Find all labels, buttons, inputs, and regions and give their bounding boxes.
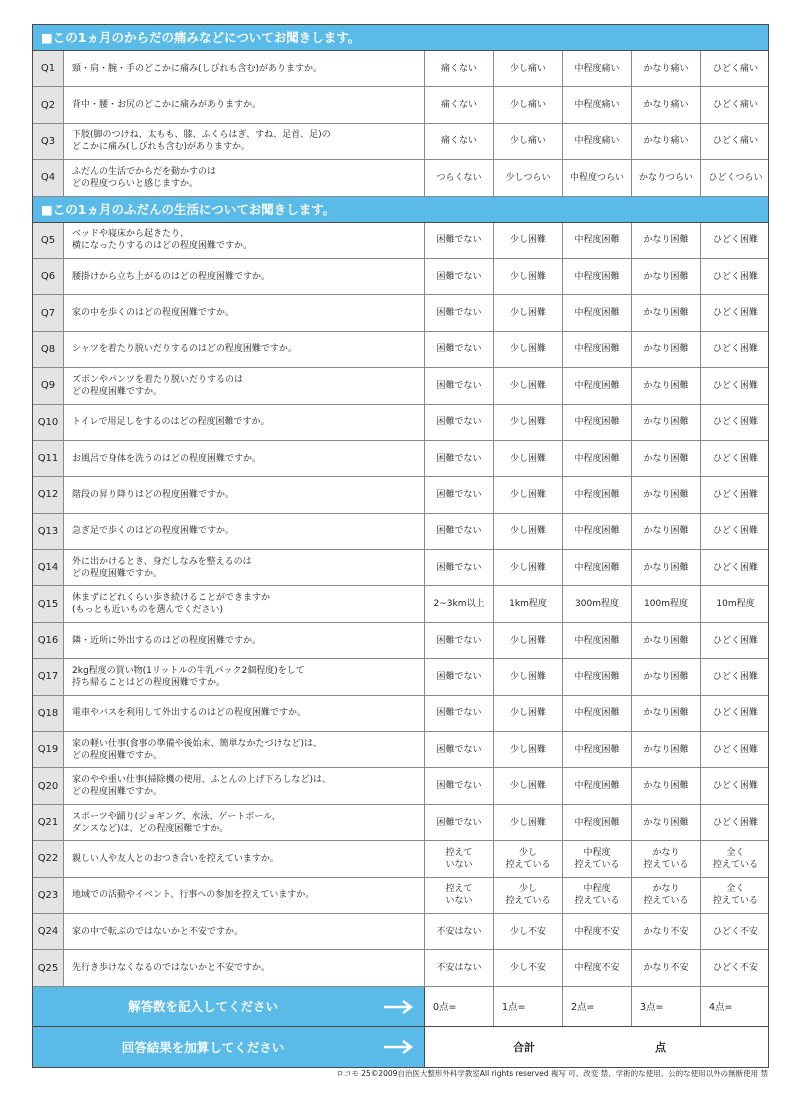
answer-option-3[interactable]: 中程度困難 — [563, 768, 632, 803]
question-text: 背中・腰・お尻のどこかに痛みがありますか。 — [64, 87, 425, 122]
answer-option-5[interactable]: ひどく困難 — [712, 744, 758, 755]
question-row — [33, 878, 768, 914]
answer-option-2[interactable]: 少し困難 — [494, 732, 563, 767]
answer-option-4[interactable]: かなり困難 — [632, 332, 701, 367]
answer-option-2[interactable]: 少し困難 — [494, 768, 563, 803]
answer-option-4[interactable]: かなり困難 — [632, 659, 701, 694]
right-arrow-icon — [383, 1000, 413, 1014]
answer-option-2[interactable]: 少し困難 — [494, 477, 563, 512]
answer-option-5[interactable]: ひどく痛い — [712, 100, 758, 111]
answer-option-2[interactable]: 少し困難 — [494, 441, 563, 476]
question-row — [33, 160, 768, 196]
question-row — [33, 768, 768, 804]
answer-option-4[interactable]: かなり痛い — [632, 51, 701, 86]
answer-option-2[interactable]: 少し困難 — [494, 259, 563, 294]
question-number: Q13 — [33, 514, 64, 549]
answer-option-2[interactable]: 少し困難 — [494, 550, 563, 585]
answer-option-1[interactable]: 困難でない — [425, 768, 494, 803]
answer-option-4[interactable]: かなり困難 — [632, 477, 701, 512]
question-number: Q6 — [33, 259, 64, 294]
question-number: Q10 — [33, 405, 64, 440]
answer-option-3[interactable]: 300m程度 — [563, 586, 632, 621]
answer-option-5[interactable]: 全く 控えている — [712, 847, 758, 870]
answer-option-5[interactable]: ひどく困難 — [712, 417, 758, 428]
question-number: Q24 — [33, 914, 64, 949]
answer-option-1[interactable]: 不安はない — [425, 914, 494, 949]
question-text: スポーツや踊り(ジョギング、水泳、ゲートボール、 ダンスなど)は、どの程度困難ですか。 — [64, 805, 425, 840]
answer-option-2[interactable]: 少し困難 — [494, 659, 563, 694]
answer-option-3[interactable]: 中程度困難 — [563, 696, 632, 731]
answer-option-4[interactable]: かなり不安 — [632, 950, 701, 985]
question-text: 親しい人や友人とのおつき合いを控えていますか。 — [64, 841, 425, 876]
question-text: トイレで用足しをするのはどの程度困難ですか。 — [64, 405, 425, 440]
question-text: 電車やバスを利用して外出するのはどの程度困難ですか。 — [64, 696, 425, 731]
answer-option-3[interactable]: 中程度困難 — [563, 659, 632, 694]
question-number: Q21 — [33, 805, 64, 840]
answer-option-3[interactable]: 中程度痛い — [563, 87, 632, 122]
answer-option-5[interactable]: 全く 控えている — [712, 884, 758, 907]
total-label-cell — [33, 1027, 425, 1067]
answer-option-1[interactable]: 困難でない — [425, 295, 494, 330]
answer-option-4[interactable]: かなり 控えている — [632, 878, 701, 913]
answer-count-label-cell — [33, 987, 425, 1026]
answer-option-1[interactable]: 困難でない — [425, 550, 494, 585]
answer-option-1[interactable]: 困難でない — [425, 368, 494, 403]
answer-option-2[interactable]: 少し困難 — [494, 223, 563, 258]
answer-option-5[interactable]: ひどくつらい — [708, 172, 763, 183]
answer-option-3[interactable]: 中程度困難 — [563, 514, 632, 549]
question-number: Q3 — [33, 124, 64, 159]
question-text: 急ぎ足で歩くのはどの程度困難ですか。 — [64, 514, 425, 549]
answer-option-4[interactable]: 100m程度 — [632, 586, 701, 621]
answer-option-1[interactable]: 困難でない — [425, 332, 494, 367]
question-number: Q16 — [33, 623, 64, 658]
answer-option-5[interactable]: 10m程度 — [716, 599, 755, 610]
answer-option-4[interactable]: かなり困難 — [632, 550, 701, 585]
question-number: Q18 — [33, 696, 64, 731]
questionnaire-sheet — [32, 24, 769, 1068]
points-unit: 点 — [655, 1040, 666, 1054]
answer-option-3[interactable]: 中程度不安 — [563, 914, 632, 949]
answer-option-2[interactable]: 少し困難 — [494, 623, 563, 658]
answer-option-1[interactable]: 困難でない — [425, 696, 494, 731]
answer-option-5[interactable]: ひどく困難 — [712, 562, 758, 573]
answer-option-5[interactable]: ひどく困難 — [712, 308, 758, 319]
question-text: 家の中を歩くのはどの程度困難ですか。 — [64, 295, 425, 330]
question-row — [33, 586, 768, 622]
answer-option-4[interactable]: かなり困難 — [632, 295, 701, 330]
answer-option-5[interactable]: ひどく困難 — [712, 235, 758, 246]
question-row — [33, 259, 768, 295]
score-field-1[interactable]: 1点= — [494, 987, 563, 1026]
answer-option-4[interactable]: かなり痛い — [632, 124, 701, 159]
answer-option-5[interactable]: ひどく痛い — [712, 136, 758, 147]
answer-option-4[interactable]: かなり困難 — [632, 805, 701, 840]
question-row — [33, 441, 768, 477]
question-number: Q9 — [33, 368, 64, 403]
question-number: Q2 — [33, 87, 64, 122]
answer-option-1[interactable]: 不安はない — [425, 950, 494, 985]
answer-option-1[interactable]: 困難でない — [425, 623, 494, 658]
answer-option-4[interactable]: かなり 控えている — [632, 841, 701, 876]
answer-option-3[interactable]: 中程度痛い — [563, 124, 632, 159]
question-text: 下肢(脚のつけね、太もも、膝、ふくらはぎ、すね、足首、足)の どこかに痛み(しびれも含む)がありますか。 — [64, 124, 425, 159]
right-arrow-icon — [383, 1040, 413, 1054]
answer-option-2[interactable]: 少し痛い — [494, 51, 563, 86]
answer-option-4[interactable]: かなり困難 — [632, 623, 701, 658]
question-text: ふだんの生活でからだを動かすのは どの程度つらいと感じますか。 — [64, 160, 425, 195]
question-number: Q7 — [33, 295, 64, 330]
score-field-2[interactable]: 2点= — [563, 987, 632, 1026]
question-row — [33, 732, 768, 768]
answer-option-2[interactable]: 少し痛い — [494, 87, 563, 122]
answer-option-3[interactable]: 中程度つらい — [563, 160, 632, 195]
question-text: 2kg程度の買い物(1リットルの牛乳パック2個程度)をして 持ち帰ることはどの程度困難ですか。 — [64, 659, 425, 694]
answer-option-3[interactable]: 中程度 控えている — [563, 878, 632, 913]
answer-option-4[interactable]: かなり困難 — [632, 514, 701, 549]
question-text: 休まずにどれくらい歩き続けることができますか (もっとも近いものを選んでください) — [64, 586, 425, 621]
answer-option-5[interactable]: ひどく困難 — [712, 635, 758, 646]
question-text: ズボンやパンツを着たり脱いだりするのは どの程度困難ですか。 — [64, 368, 425, 403]
question-number: Q23 — [33, 878, 64, 913]
total-sum-label: 合計 — [513, 1040, 535, 1054]
score-field-4[interactable]: 4点= — [709, 1002, 733, 1014]
score-field-3[interactable]: 3点= — [632, 987, 701, 1026]
question-text: 腰掛けから立ち上がるのはどの程度困難ですか。 — [64, 259, 425, 294]
total-row — [33, 1027, 768, 1067]
answer-option-3[interactable]: 中程度困難 — [563, 623, 632, 658]
copyright-footnote: ロコモ 25©2009自治医大整形外科学教室All rights reserved 複写 可、改変 禁、学術的な使用、公的な使用以外の無断使用 禁 — [336, 1069, 768, 1078]
answer-option-1[interactable]: 困難でない — [425, 405, 494, 440]
answer-option-2[interactable]: 少し 控えている — [494, 878, 563, 913]
answer-option-1[interactable]: 困難でない — [425, 805, 494, 840]
answer-option-1[interactable]: 困難でない — [425, 259, 494, 294]
answer-option-2[interactable]: 少し不安 — [494, 950, 563, 985]
answer-option-1[interactable]: 控えて いない — [425, 841, 494, 876]
question-row — [33, 477, 768, 513]
question-text: 家の中で転ぶのではないかと不安ですか。 — [64, 914, 425, 949]
answer-option-4[interactable]: かなりつらい — [632, 160, 701, 195]
answer-option-1[interactable]: 困難でない — [425, 441, 494, 476]
answer-option-4[interactable]: かなり困難 — [632, 223, 701, 258]
answer-option-5[interactable]: ひどく困難 — [712, 380, 758, 391]
answer-option-1[interactable]: 困難でない — [425, 223, 494, 258]
answer-option-2[interactable]: 少し困難 — [494, 295, 563, 330]
question-row — [33, 696, 768, 732]
answer-option-1[interactable]: 痛くない — [425, 51, 494, 86]
answer-count-row — [33, 987, 768, 1027]
question-text: お風呂で身体を洗うのはどの程度困難ですか。 — [64, 441, 425, 476]
question-row — [33, 659, 768, 695]
answer-option-2[interactable]: 1km程度 — [494, 586, 563, 621]
section-header: ■この1ヵ月のからだの痛みなどについてお聞きします。 — [33, 25, 768, 51]
question-text: 頸・肩・腕・手のどこかに痛み(しびれも含む)がありますか。 — [64, 51, 425, 86]
answer-option-3[interactable]: 中程度困難 — [563, 223, 632, 258]
answer-option-5[interactable]: ひどく困難 — [712, 526, 758, 537]
question-number: Q22 — [33, 841, 64, 876]
question-row — [33, 124, 768, 160]
answer-count-label: 解答数を記入してください — [127, 999, 278, 1015]
question-text: 家のやや重い仕事(掃除機の使用、ふとんの上げ下ろしなど)は、 どの程度困難ですか。 — [64, 768, 425, 803]
answer-option-4[interactable]: かなり困難 — [632, 368, 701, 403]
answer-option-5[interactable]: ひどく困難 — [712, 708, 758, 719]
answer-option-2[interactable]: 少し 控えている — [494, 841, 563, 876]
answer-option-2[interactable]: 少し困難 — [494, 405, 563, 440]
answer-option-4[interactable]: かなり困難 — [632, 732, 701, 767]
answer-option-5[interactable]: ひどく困難 — [712, 671, 758, 682]
answer-option-5[interactable]: ひどく不安 — [712, 926, 758, 937]
answer-option-5[interactable]: ひどく困難 — [712, 344, 758, 355]
question-number: Q25 — [33, 950, 64, 985]
question-number: Q15 — [33, 586, 64, 621]
answer-option-5[interactable]: ひどく不安 — [712, 963, 758, 974]
question-text: 家の軽い仕事(食事の準備や後始末、簡単なかたづけなど)は、 どの程度困難ですか。 — [64, 732, 425, 767]
question-text: シャツを着たり脱いだりするのはどの程度困難ですか。 — [64, 332, 425, 367]
question-row — [33, 623, 768, 659]
question-text: 地域での活動やイベント、行事への参加を控えていますか。 — [64, 878, 425, 913]
answer-option-5[interactable]: ひどく困難 — [712, 781, 758, 792]
question-row — [33, 405, 768, 441]
question-number: Q12 — [33, 477, 64, 512]
question-text: ベッドや寝床から起きたり、 横になったりするのはどの程度困難ですか。 — [64, 223, 425, 258]
answer-option-3[interactable]: 中程度困難 — [563, 295, 632, 330]
answer-option-3[interactable]: 中程度 控えている — [563, 841, 632, 876]
question-row — [33, 51, 768, 87]
question-text: 階段の昇り降りはどの程度困難ですか。 — [64, 477, 425, 512]
section-header: ■この1ヵ月のふだんの生活についてお聞きします。 — [33, 197, 768, 223]
answer-option-1[interactable]: 痛くない — [425, 124, 494, 159]
question-number: Q11 — [33, 441, 64, 476]
question-number: Q5 — [33, 223, 64, 258]
answer-option-4[interactable]: かなり痛い — [632, 87, 701, 122]
answer-option-4[interactable]: かなり困難 — [632, 441, 701, 476]
answer-option-4[interactable]: かなり不安 — [632, 914, 701, 949]
answer-option-2[interactable]: 少し困難 — [494, 696, 563, 731]
answer-option-3[interactable]: 中程度困難 — [563, 332, 632, 367]
answer-option-2[interactable]: 少し痛い — [494, 124, 563, 159]
answer-option-3[interactable]: 中程度困難 — [563, 259, 632, 294]
question-row — [33, 223, 768, 259]
answer-option-2[interactable]: 少し不安 — [494, 914, 563, 949]
answer-option-2[interactable]: 少し困難 — [494, 805, 563, 840]
answer-option-4[interactable]: かなり困難 — [632, 768, 701, 803]
question-row — [33, 841, 768, 877]
answer-option-5[interactable]: ひどく困難 — [712, 271, 758, 282]
answer-option-1[interactable]: 困難でない — [425, 659, 494, 694]
answer-option-3[interactable]: 中程度困難 — [563, 550, 632, 585]
question-text: 先行き歩けなくなるのではないかと不安ですか。 — [64, 950, 425, 985]
question-row — [33, 87, 768, 123]
question-number: Q4 — [33, 160, 64, 195]
answer-option-1[interactable]: つらくない — [425, 160, 494, 195]
question-row — [33, 514, 768, 550]
question-row — [33, 368, 768, 404]
answer-option-3[interactable]: 中程度困難 — [563, 368, 632, 403]
answer-option-1[interactable]: 痛くない — [425, 87, 494, 122]
answer-option-5[interactable]: ひどく困難 — [712, 453, 758, 464]
question-number: Q17 — [33, 659, 64, 694]
score-field-0[interactable]: 0点= — [425, 987, 494, 1026]
answer-option-4[interactable]: かなり困難 — [632, 696, 701, 731]
answer-option-5[interactable]: ひどく痛い — [712, 63, 758, 74]
total-field[interactable] — [425, 1027, 768, 1067]
answer-option-5[interactable]: ひどく困難 — [712, 489, 758, 500]
answer-option-4[interactable]: かなり困難 — [632, 405, 701, 440]
answer-option-2[interactable]: 少しつらい — [494, 160, 563, 195]
answer-option-3[interactable]: 中程度困難 — [563, 441, 632, 476]
answer-option-1[interactable]: 困難でない — [425, 732, 494, 767]
answer-option-1[interactable]: 2~3km以上 — [425, 586, 494, 621]
question-number: Q8 — [33, 332, 64, 367]
answer-option-3[interactable]: 中程度困難 — [563, 805, 632, 840]
question-row — [33, 805, 768, 841]
question-row — [33, 295, 768, 331]
answer-option-1[interactable]: 困難でない — [425, 477, 494, 512]
question-number: Q14 — [33, 550, 64, 585]
answer-option-3[interactable]: 中程度痛い — [563, 51, 632, 86]
question-row — [33, 914, 768, 950]
answer-option-3[interactable]: 中程度不安 — [563, 950, 632, 985]
answer-option-1[interactable]: 控えて いない — [425, 878, 494, 913]
answer-option-2[interactable]: 少し困難 — [494, 514, 563, 549]
answer-option-3[interactable]: 中程度困難 — [563, 405, 632, 440]
answer-option-5[interactable]: ひどく困難 — [712, 817, 758, 828]
answer-option-4[interactable]: かなり困難 — [632, 259, 701, 294]
question-text: 隣・近所に外出するのはどの程度困難ですか。 — [64, 623, 425, 658]
question-row — [33, 332, 768, 368]
question-row — [33, 550, 768, 586]
answer-option-3[interactable]: 中程度困難 — [563, 732, 632, 767]
question-number: Q1 — [33, 51, 64, 86]
question-row — [33, 950, 768, 986]
question-text: 外に出かけるとき、身だしなみを整えるのは どの程度困難ですか。 — [64, 550, 425, 585]
answer-option-2[interactable]: 少し困難 — [494, 332, 563, 367]
question-number: Q19 — [33, 732, 64, 767]
question-number: Q20 — [33, 768, 64, 803]
answer-option-3[interactable]: 中程度困難 — [563, 477, 632, 512]
answer-option-2[interactable]: 少し困難 — [494, 368, 563, 403]
answer-option-1[interactable]: 困難でない — [425, 514, 494, 549]
total-label: 回答結果を加算してください — [121, 1039, 285, 1055]
